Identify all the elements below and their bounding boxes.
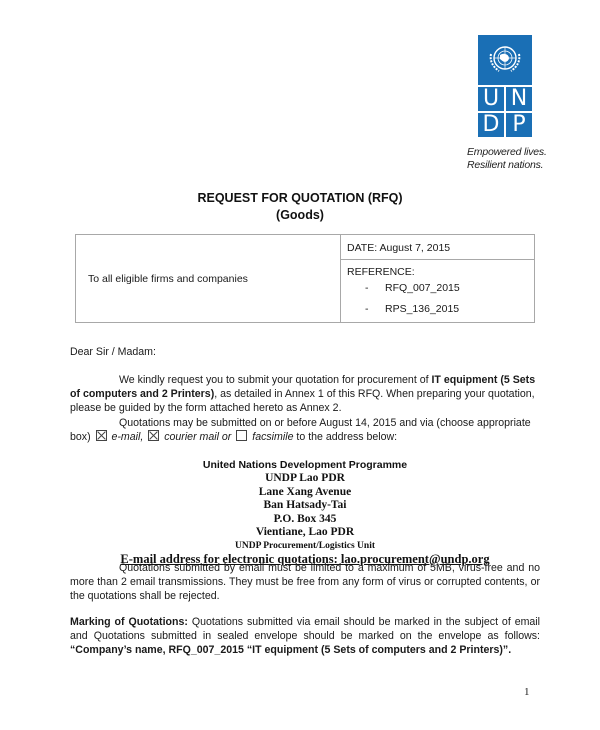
address-area: Ban Hatsady-Tai	[263, 499, 347, 511]
submission-paragraph	[70, 416, 540, 444]
address-pobox: P.O. Box 345	[273, 512, 337, 525]
page-number: 1	[524, 686, 530, 698]
title-subtitle: (Goods)	[276, 208, 324, 222]
fax-checkbox[interactable]	[236, 430, 247, 441]
rfq-info-table	[75, 234, 535, 323]
undp-logo	[478, 35, 532, 137]
marking-label: Marking of Quotations:	[70, 616, 188, 628]
tagline-line: Empowered lives.	[467, 146, 547, 158]
text: , as detailed in Annex 1 of this RFQ. When preparing your quotation, please be guided by the form attached hereto as Annex 2.	[70, 388, 535, 415]
bold-text: IT equipment (5 Sets of computers and 2 Printers)	[70, 374, 536, 401]
tagline-line: Resilient nations.	[467, 159, 544, 171]
date-reference-cell	[341, 235, 534, 322]
option-fax-label: facsimile	[252, 431, 294, 444]
email-limits-paragraph: Quotations submitted by email must be limited to a maximum of 5MB, virus-free and no more than 2 email transmissions. They must be free from any form of virus or corrupted contents, or the quotations shall be rejected.	[70, 562, 540, 603]
request-paragraph	[70, 373, 540, 416]
text: to the address below:	[293, 431, 398, 444]
reference-label: REFERENCE:	[347, 266, 415, 278]
logo-letter: P	[506, 113, 532, 137]
logo-letter: D	[478, 113, 504, 137]
un-emblem-icon	[478, 35, 532, 85]
reference-number: RPS_136_2015	[385, 303, 460, 315]
reference-item	[347, 282, 534, 295]
option-courier-label: courier mail or	[164, 431, 232, 444]
logo-tagline	[467, 146, 547, 172]
logo-letter: N	[506, 87, 532, 111]
email-address-link[interactable]: E-mail address for electronic quotations: lao.procurement@undp.org	[120, 551, 490, 566]
address-block	[0, 459, 600, 567]
option-email-label: e-mail,	[111, 431, 144, 444]
recipient-cell	[76, 235, 341, 322]
list-dash: -	[365, 303, 369, 315]
reference-item	[347, 303, 534, 316]
reference-cell	[341, 260, 534, 316]
address-org: United Nations Development Programme	[202, 459, 408, 471]
date-text: DATE: August 7, 2015	[347, 242, 451, 254]
address-city: Vientiane, Lao PDR	[255, 526, 355, 538]
date-cell	[341, 235, 534, 260]
email-checkbox[interactable]	[96, 430, 107, 441]
text: We kindly request you to submit your quotation for procurement of	[119, 374, 432, 386]
document-title	[0, 190, 600, 224]
courier-checkbox[interactable]	[148, 430, 159, 441]
reference-number: RFQ_007_2015	[385, 282, 460, 294]
logo-letter: U	[478, 87, 504, 111]
address-unit: UNDP Procurement/Logistics Unit	[234, 540, 376, 551]
title-line: REQUEST FOR QUOTATION (RFQ)	[197, 191, 403, 205]
marking-paragraph	[70, 615, 540, 658]
address-street: Lane Xang Avenue	[258, 485, 352, 498]
marking-format: “Company’s name, RFQ_007_2015 “IT equipment (5 Sets of computers and 2 Printers)”.	[70, 644, 512, 657]
text: Quotations submitted via email should be marked in the subject of email and Quotations submitted in sealed envelope should be marked on the envelope as follows:	[70, 616, 541, 643]
address-office: UNDP Lao PDR	[265, 472, 345, 484]
recipient-text: To all eligible firms and companies	[88, 272, 248, 285]
salutation: Dear Sir / Madam:	[70, 346, 156, 358]
list-dash: -	[365, 282, 369, 294]
text: Quotations may be submitted on or before August 14, 2015 and via (choose appropriate box)	[70, 417, 531, 444]
